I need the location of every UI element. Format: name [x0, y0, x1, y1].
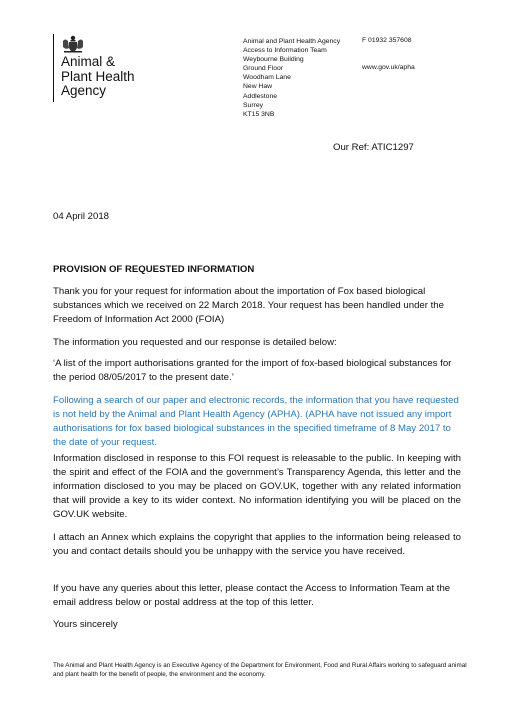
- letter-date: 04 April 2018: [53, 211, 110, 222]
- address-line: Addlestone: [243, 92, 278, 100]
- info-paragraph: [53, 336, 461, 350]
- org-name: [61, 55, 135, 99]
- royal-coat-of-arms-icon: [60, 34, 86, 54]
- sender-address: [243, 37, 340, 119]
- address-line: Woodham Lane: [243, 74, 291, 82]
- logo-divider: [53, 34, 54, 102]
- address-line: KT15 3NB: [243, 110, 275, 118]
- quote-text: ‘A list of the import authorisations granted for the import of fox-based biological substances for the period 08/05/2017 to the present date.’: [53, 358, 452, 383]
- letter-heading: PROVISION OF REQUESTED INFORMATION: [53, 264, 255, 275]
- queries-paragraph: [53, 582, 461, 610]
- address-line: Ground Floor: [243, 65, 284, 73]
- response-text: Following a search of our paper and electronic records, the information that you have requested is not held by the Animal and Plant Health Agency (APHA). (APHA have not issued any import authorisations for fox based biological substances in the specified timeframe of 8 May 2017 to the date of your request.: [53, 395, 459, 448]
- address-line: Surrey: [243, 101, 264, 109]
- website-link[interactable]: www.gov.uk/apha: [362, 64, 415, 71]
- reference-number: Our Ref: ATIC1297: [333, 142, 414, 153]
- org-name-line: Plant Health: [61, 68, 135, 84]
- address-line: Animal and Plant Health Agency: [243, 38, 341, 45]
- foi-text: Information disclosed in response to this FOI request is releasable to the public. In keeping with the spirit and effect of the FOIA and the government’s Transparency Agenda, this letter and the information disclosed to you may be placed on GOV.UK, together with any related information that will provide a key to its wider context. No information identifying you will be placed on the GOV.UK website.: [53, 453, 461, 520]
- queries-text: If you have any queries about this letter, please contact the Access to Information Team at the email address below or postal address at the top of this letter.: [53, 583, 451, 608]
- response-paragraph: [53, 394, 461, 450]
- intro-paragraph: [53, 285, 461, 327]
- request-quote: [53, 357, 461, 385]
- signoff: [53, 618, 461, 632]
- fax-number: F 01932 357608: [362, 37, 412, 44]
- intro-text: Thank you for your request for information about the importation of Fox based biological substances which we received on 22 March 2018. Your request has been handled under the Freedom of Information Act 2000 (FOIA): [53, 286, 444, 325]
- address-line: New Haw: [243, 83, 273, 91]
- address-line: Weybourne Building: [243, 56, 304, 64]
- info-text: The information you requested and our response is detailed below:: [53, 337, 337, 348]
- signoff-text: Yours sincerely: [53, 619, 118, 630]
- org-name-line: Agency: [61, 83, 107, 98]
- org-name-line: Animal &: [61, 54, 116, 69]
- footer-note: The Animal and Plant Health Agency is an Executive Agency of the Department for Environment, Food and Rural Affairs working to safeguard animal and plant health for the benefit of people, the environment and the economy.: [53, 662, 467, 678]
- annex-text: I attach an Annex which explains the copyright that applies to the information being released to you and contact details should you be unhappy with the service you have received.: [53, 532, 461, 557]
- foi-paragraph: [53, 452, 461, 522]
- annex-paragraph: [53, 531, 461, 559]
- address-line: Access to Information Team: [243, 47, 327, 55]
